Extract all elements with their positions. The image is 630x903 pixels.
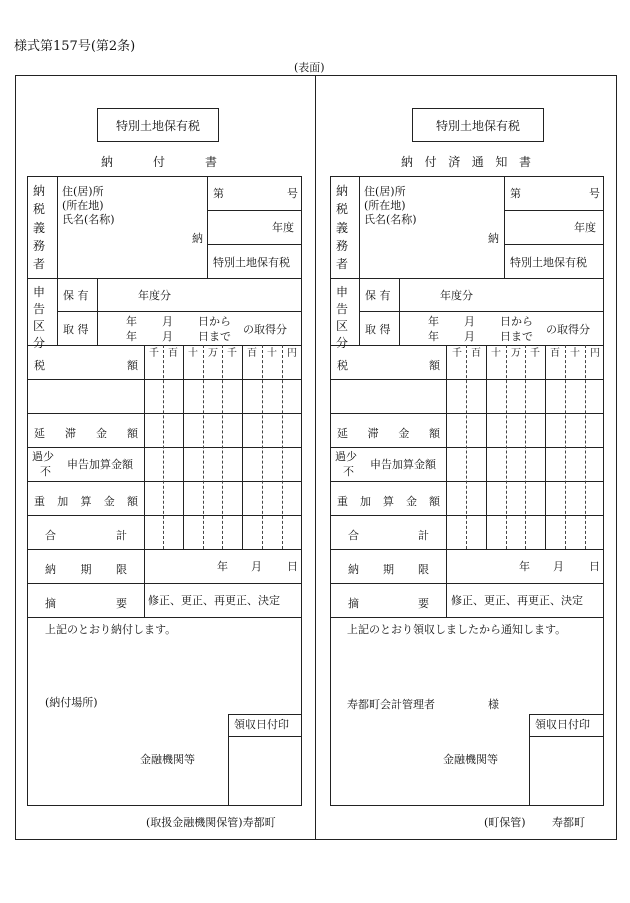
left-form-grid <box>27 176 302 806</box>
face-label: (表面) <box>294 61 325 74</box>
left-due-month: 月 <box>251 560 262 573</box>
left-digit-label: 円 <box>287 348 297 359</box>
left-goukei-label: 合 計 <box>45 529 127 542</box>
left-digit-label: 万 <box>208 348 218 359</box>
right-entaikin-label: 延 滞 金 額 <box>337 427 440 440</box>
left-kashou-bottom: 不 <box>40 465 51 478</box>
right-period-year1: 年 <box>428 315 439 328</box>
right-gou: 号 <box>589 187 600 200</box>
right-due-day: 日 <box>589 560 600 573</box>
right-digit-label: 百 <box>471 348 481 359</box>
left-digit-label: 十 <box>188 348 198 359</box>
right-digit-label: 十 <box>491 348 501 359</box>
right-due-month: 月 <box>553 560 564 573</box>
right-noukigen-label: 納 期 限 <box>348 563 429 576</box>
right-shutoku: 取 得 <box>365 323 391 336</box>
panel-divider <box>315 75 316 840</box>
right-digit-label: 千 <box>530 348 540 359</box>
left-statement: 上記のとおり納付します。 <box>45 623 177 636</box>
right-sama: 様 <box>488 698 499 711</box>
right-period-month1: 月 <box>464 315 475 328</box>
right-shutoku-suffix: の取得分 <box>546 323 590 336</box>
right-footer-left: (町保管) <box>484 816 526 829</box>
left-digit-label: 十 <box>267 348 277 359</box>
left-dai: 第 <box>213 187 224 200</box>
left-juukasan-label: 重 加 算 金 額 <box>34 495 138 508</box>
right-form-grid <box>330 176 604 806</box>
right-juukasan-label: 重 加 算 金 額 <box>337 495 440 508</box>
left-entaikin-label: 延 滞 金 額 <box>34 427 138 440</box>
right-kashou-top: 過少 <box>335 450 357 463</box>
right-hoyu: 保 有 <box>365 289 391 302</box>
right-title-box: 特別土地保有税 <box>412 108 544 142</box>
left-kashou-top: 過少 <box>32 450 54 463</box>
right-digit-label: 十 <box>570 348 580 359</box>
left-address-line3: 氏名(名称) <box>62 213 115 226</box>
right-goukei-label: 合 計 <box>348 529 429 542</box>
left-tekiyou-label: 摘 要 <box>45 597 127 610</box>
right-hoyu-period: 年度分 <box>440 289 473 302</box>
left-period-to: 日まで <box>198 330 231 343</box>
right-period-month2: 月 <box>464 330 475 343</box>
left-title-box: 特別土地保有税 <box>97 108 219 142</box>
left-digit-label: 千 <box>227 348 237 359</box>
left-place-label: (納付場所) <box>45 696 98 709</box>
right-tax-name: 特別土地保有税 <box>510 256 587 269</box>
left-nendo: 年度 <box>272 221 294 234</box>
right-digit-label: 千 <box>452 348 462 359</box>
left-footer: (取扱金融機関保管)寿都町 <box>146 816 276 829</box>
right-footer-right: 寿都町 <box>552 816 585 829</box>
left-digit-label: 百 <box>168 348 178 359</box>
left-shutoku: 取 得 <box>63 323 89 336</box>
right-statement: 上記のとおり領収しましたから通知します。 <box>347 623 567 636</box>
left-due-day: 日 <box>287 560 298 573</box>
left-bank-label: 金融機関等 <box>140 753 195 766</box>
left-tax-name: 特別土地保有税 <box>213 256 290 269</box>
right-tekiyou-label: 摘 要 <box>348 597 429 610</box>
right-period-from: 日から <box>500 315 533 328</box>
left-period-year2: 年 <box>126 330 137 343</box>
right-kashou-right: 申告加算金額 <box>370 458 436 471</box>
left-tekiyou-value: 修正、更正、再更正、決定 <box>148 594 280 607</box>
left-doc-title: 納 付 書 <box>101 155 217 169</box>
right-stamp-label: 領収日付印 <box>535 718 590 731</box>
left-period-month1: 月 <box>162 315 173 328</box>
right-dai: 第 <box>510 187 521 200</box>
left-taxpayer-label: 納 税 義 務 者 <box>32 184 45 271</box>
right-taxpayer-label: 納 税 義 務 者 <box>335 184 348 271</box>
left-shinkoku-label: 申 告 区 分 <box>32 285 45 350</box>
right-address-line3: 氏名(名称) <box>364 213 417 226</box>
right-due-year: 年 <box>519 560 530 573</box>
right-bank-label: 金融機関等 <box>443 753 498 766</box>
right-nendo: 年度 <box>574 221 596 234</box>
left-digit-label: 千 <box>149 348 159 359</box>
right-kashou-bottom: 不 <box>343 465 354 478</box>
left-shutoku-suffix: の取得分 <box>243 323 287 336</box>
right-digit-label: 万 <box>511 348 521 359</box>
right-tekiyou-value: 修正、更正、再更正、決定 <box>451 594 583 607</box>
left-address-line1: 住(居)所 <box>62 185 104 198</box>
left-noukigen-label: 納 期 限 <box>45 563 127 576</box>
left-period-from: 日から <box>198 315 231 328</box>
right-treasurer-label: 寿都町会計管理者 <box>347 698 435 711</box>
left-period-year1: 年 <box>126 315 137 328</box>
right-shinkoku-label: 申 告 区 分 <box>335 285 348 350</box>
form-number: 様式第157号(第2条) <box>14 39 136 54</box>
left-hoyu: 保 有 <box>63 289 89 302</box>
right-address-line1: 住(居)所 <box>364 185 406 198</box>
left-gou: 号 <box>287 187 298 200</box>
right-address-line2: (所在地) <box>364 199 406 212</box>
left-period-month2: 月 <box>162 330 173 343</box>
right-period-year2: 年 <box>428 330 439 343</box>
left-address-line2: (所在地) <box>62 199 104 212</box>
right-period-to: 日まで <box>500 330 533 343</box>
left-nou-char: 納 <box>192 232 203 245</box>
right-nou-char: 納 <box>488 232 499 245</box>
left-due-year: 年 <box>217 560 228 573</box>
left-kashou-right: 申告加算金額 <box>67 458 133 471</box>
right-zeigaku-label: 税 額 <box>337 359 440 372</box>
left-stamp-label: 領収日付印 <box>234 718 289 731</box>
right-digit-label: 円 <box>590 348 600 359</box>
right-digit-label: 百 <box>550 348 560 359</box>
left-hoyu-period: 年度分 <box>138 289 171 302</box>
left-digit-label: 百 <box>247 348 257 359</box>
right-doc-title: 納 付 済 通 知 書 <box>401 155 531 169</box>
left-zeigaku-label: 税 額 <box>34 359 138 372</box>
